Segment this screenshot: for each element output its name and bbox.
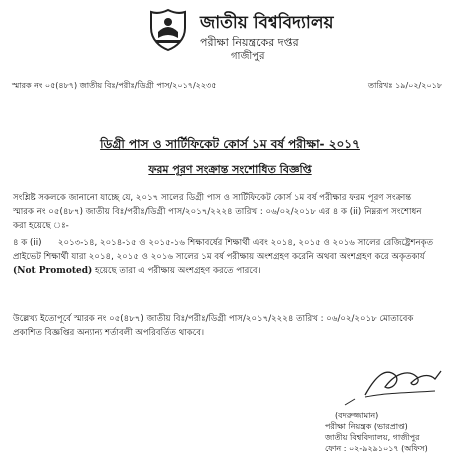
notice-subtitle: ফরম পূরণ সংক্রান্ত সংশোধিত বিজ্ঞপ্তি [148, 163, 312, 176]
text-line: করা হয়েছে ঃ- [13, 221, 69, 231]
not-promoted-label: (Not Promoted) [13, 266, 93, 276]
signatory-name: (বদরুজ্জামান) [335, 411, 379, 420]
text-line: উল্লেখ্য ইতোপূর্বে স্মারক নং ০৫(৪৮৭) জাতীয় বিঃ/পরীঃ/ডিগ্রী পাস/২০১৭/২২২৪ তারিখ : ০৬/০২/২০১৮ মোতাবেক [13, 314, 414, 324]
notice-date: তারিখঃ ১৯/০২/২০১৮ [368, 81, 443, 90]
signature-block [325, 410, 450, 454]
signatory-phone: ফোন : ০২-৯২৯১০১৭ (অফিস) [325, 444, 428, 453]
notice-title: ডিগ্রী পাস ও সার্টিফিকেট কোর্স ১ম বর্ষ পরীক্ষা- ২০১৭ [100, 137, 360, 151]
text-line: ৪ ক (ii) ২০১৩-১৪, ২০১৪-১৫ ও ২০১৫-১৬ শিক্ষাবর্ষের শিক্ষার্থী এবং ২০১৪, ২০১৫ ও ২০১৬ সালের রেজিষ্ট্রেশনকৃত [13, 238, 434, 248]
amendment-paragraph [13, 236, 433, 278]
office-city: গাজীপুর [231, 51, 265, 62]
intro-paragraph [13, 191, 421, 233]
signatory-institution: জাতীয় বিশ্ববিদ্যালয়, গাজীপুর [325, 433, 420, 442]
text-line: সংশ্লিষ্ট সকলকে জানানো যাচ্ছে যে, ২০১৭ সালের ডিগ্রী পাস ও সার্টিফিকেট কোর্স ১ম বর্ষ পরীক্ষার ফরম পূরণ সংক্রান্ত [13, 193, 412, 203]
text-line: প্রকাশিত বিজ্ঞপ্তির অন্যান্য শর্তাবলী অপরিবর্তিত থাকবে। [13, 328, 205, 338]
closing-paragraph [13, 312, 413, 340]
text-line [13, 264, 433, 278]
university-logo [148, 8, 188, 52]
text-segment: হয়েছে তারা এ পরীক্ষায় অংশগ্রহণ করতে পারবে। [92, 266, 261, 276]
university-name: জাতীয় বিশ্ববিদ্যালয় [200, 13, 334, 33]
office-name: পরীক্ষা নিয়ন্ত্রকের দপ্তর [200, 36, 299, 49]
memo-number: স্মারক নং ০৫(৪৮৭) জাতীয় বিঃ/পরীঃ/ডিগ্রী পাস/২০১৭/২২৩৫ [12, 81, 217, 90]
signatory-designation: পরীক্ষা নিয়ন্ত্রক (ভারপ্রাপ্ত) [325, 422, 408, 431]
signature-image [325, 357, 455, 407]
text-line: প্রাইভেট শিক্ষার্থী যারা ২০১৪, ২০১৫ ও ২০১৬ সালের ১ম বর্ষ পরীক্ষায় অংশগ্রহণ করেনি অথবা অংশগ্রহণ করে অকৃতকার্য [13, 252, 425, 262]
text-line: স্মারক নং ০৫(৪৮৭) জাতীয় বিঃ/পরীঃ/ডিগ্রী পাস/২০১৭/২২২৪ তারিখ : ০৬/০২/২০১৮ এর ৪ ক (ii) নিম্নরূপ সংশোধন [13, 207, 422, 217]
